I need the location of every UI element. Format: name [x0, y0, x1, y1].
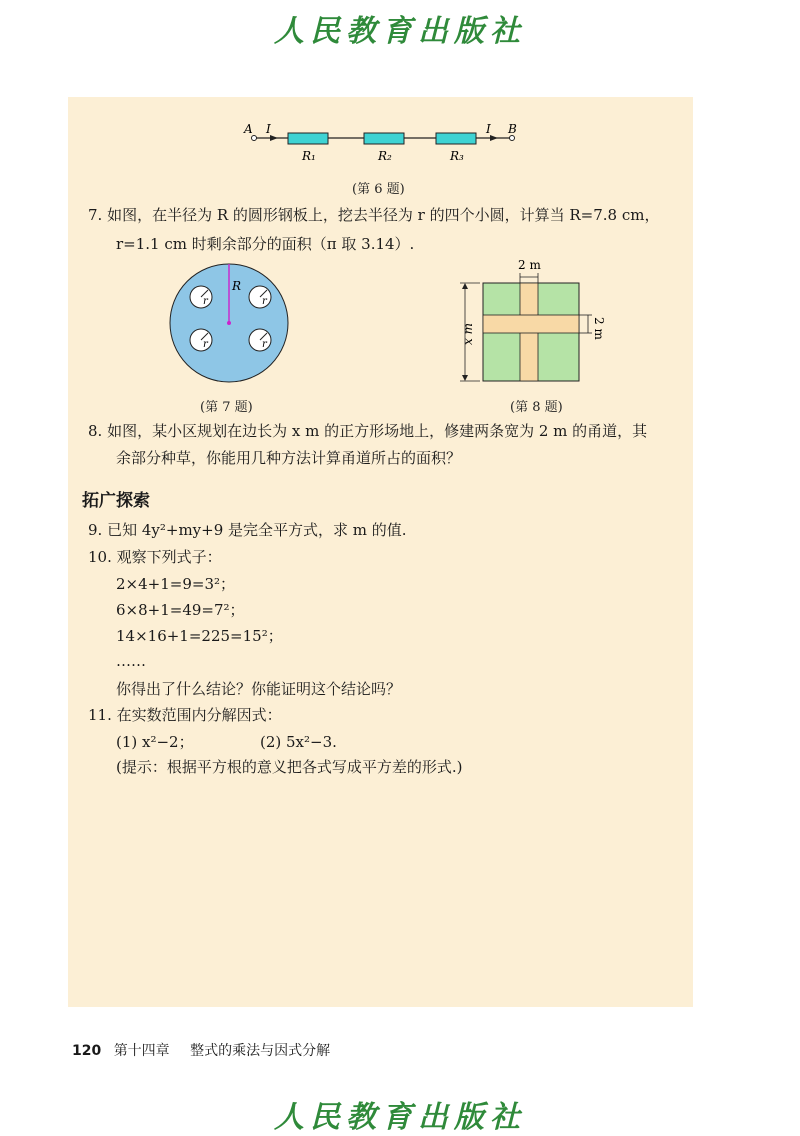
fig8-caption: (第 8 题)	[510, 400, 563, 415]
label-r-large: R	[232, 279, 242, 293]
label-side-width: 2 m	[592, 317, 606, 340]
question-11-part1: (1) x²−2；	[116, 733, 194, 751]
disk-figure	[168, 262, 290, 384]
circuit-figure	[240, 118, 530, 173]
resistor-r3	[436, 133, 476, 144]
center-point	[227, 321, 231, 325]
field-figure	[450, 255, 620, 385]
label-a: A	[244, 122, 253, 136]
label-i-right: I	[486, 122, 491, 136]
question-11-intro: 11. 在实数范围内分解因式：	[88, 706, 282, 724]
page-number: 120	[72, 1043, 102, 1059]
label-i-left: I	[266, 122, 271, 136]
current-arrow-left-icon	[270, 135, 278, 141]
question-11-part2: (2) 5x²−3.	[260, 733, 337, 751]
label-b: B	[508, 122, 517, 136]
resistor-r2	[364, 133, 404, 144]
current-arrow-right-icon	[490, 135, 498, 141]
label-field-side: x m	[461, 323, 475, 345]
terminal-a	[252, 136, 257, 141]
question-7-line2: r=1.1 cm 时剩余部分的面积（π 取 3.14）.	[116, 235, 415, 253]
label-r-small: r	[203, 296, 208, 307]
equation-1: 2×4+1=9=3²；	[116, 575, 236, 593]
question-10-intro: 10. 观察下列式子：	[88, 548, 222, 566]
label-r2: R₂	[378, 149, 392, 163]
question-9: 9. 已知 4y²+my+9 是完全平方式，求 m 的值.	[88, 521, 407, 539]
question-10-prompt: 你得出了什么结论？你能证明这个结论吗？	[116, 680, 402, 698]
svg-text:r: r	[262, 339, 267, 350]
publisher-logo-top: 人民教育出版社	[274, 14, 526, 49]
svg-text:r: r	[203, 339, 208, 350]
question-8-line2: 余部分种草，你能用几种方法计算甬道所占的面积？	[116, 449, 462, 467]
section-title: 拓广探索	[82, 491, 150, 511]
fig6-caption: (第 6 题)	[352, 182, 405, 197]
label-top-width: 2 m	[518, 258, 541, 272]
label-r3: R₃	[450, 149, 464, 163]
chapter-number: 第十四章	[113, 1043, 170, 1059]
label-r1: R₁	[302, 149, 316, 163]
equation-2: 6×8+1=49=7²；	[116, 601, 245, 619]
equation-3: 14×16+1=225=15²；	[116, 627, 283, 645]
terminal-b	[510, 136, 515, 141]
question-7-line1: 7. 如图，在半径为 R 的圆形钢板上，挖去半径为 r 的四个小圆，计算当 R=7.8 cm，	[88, 206, 660, 224]
svg-text:r: r	[262, 296, 267, 307]
page-footer	[72, 1040, 330, 1060]
resistor-r1	[288, 133, 328, 144]
question-8-line1: 8. 如图，某小区规划在边长为 x m 的正方形场地上，修建两条宽为 2 m 的甬道，其	[88, 422, 648, 440]
ellipsis: ……	[116, 652, 146, 670]
publisher-logo-bottom: 人民教育出版社	[274, 1100, 526, 1135]
question-11-hint: (提示：根据平方根的意义把各式写成平方差的形式.)	[116, 758, 463, 776]
chapter-title: 整式的乘法与因式分解	[190, 1043, 331, 1059]
fig7-caption: (第 7 题)	[200, 400, 253, 415]
